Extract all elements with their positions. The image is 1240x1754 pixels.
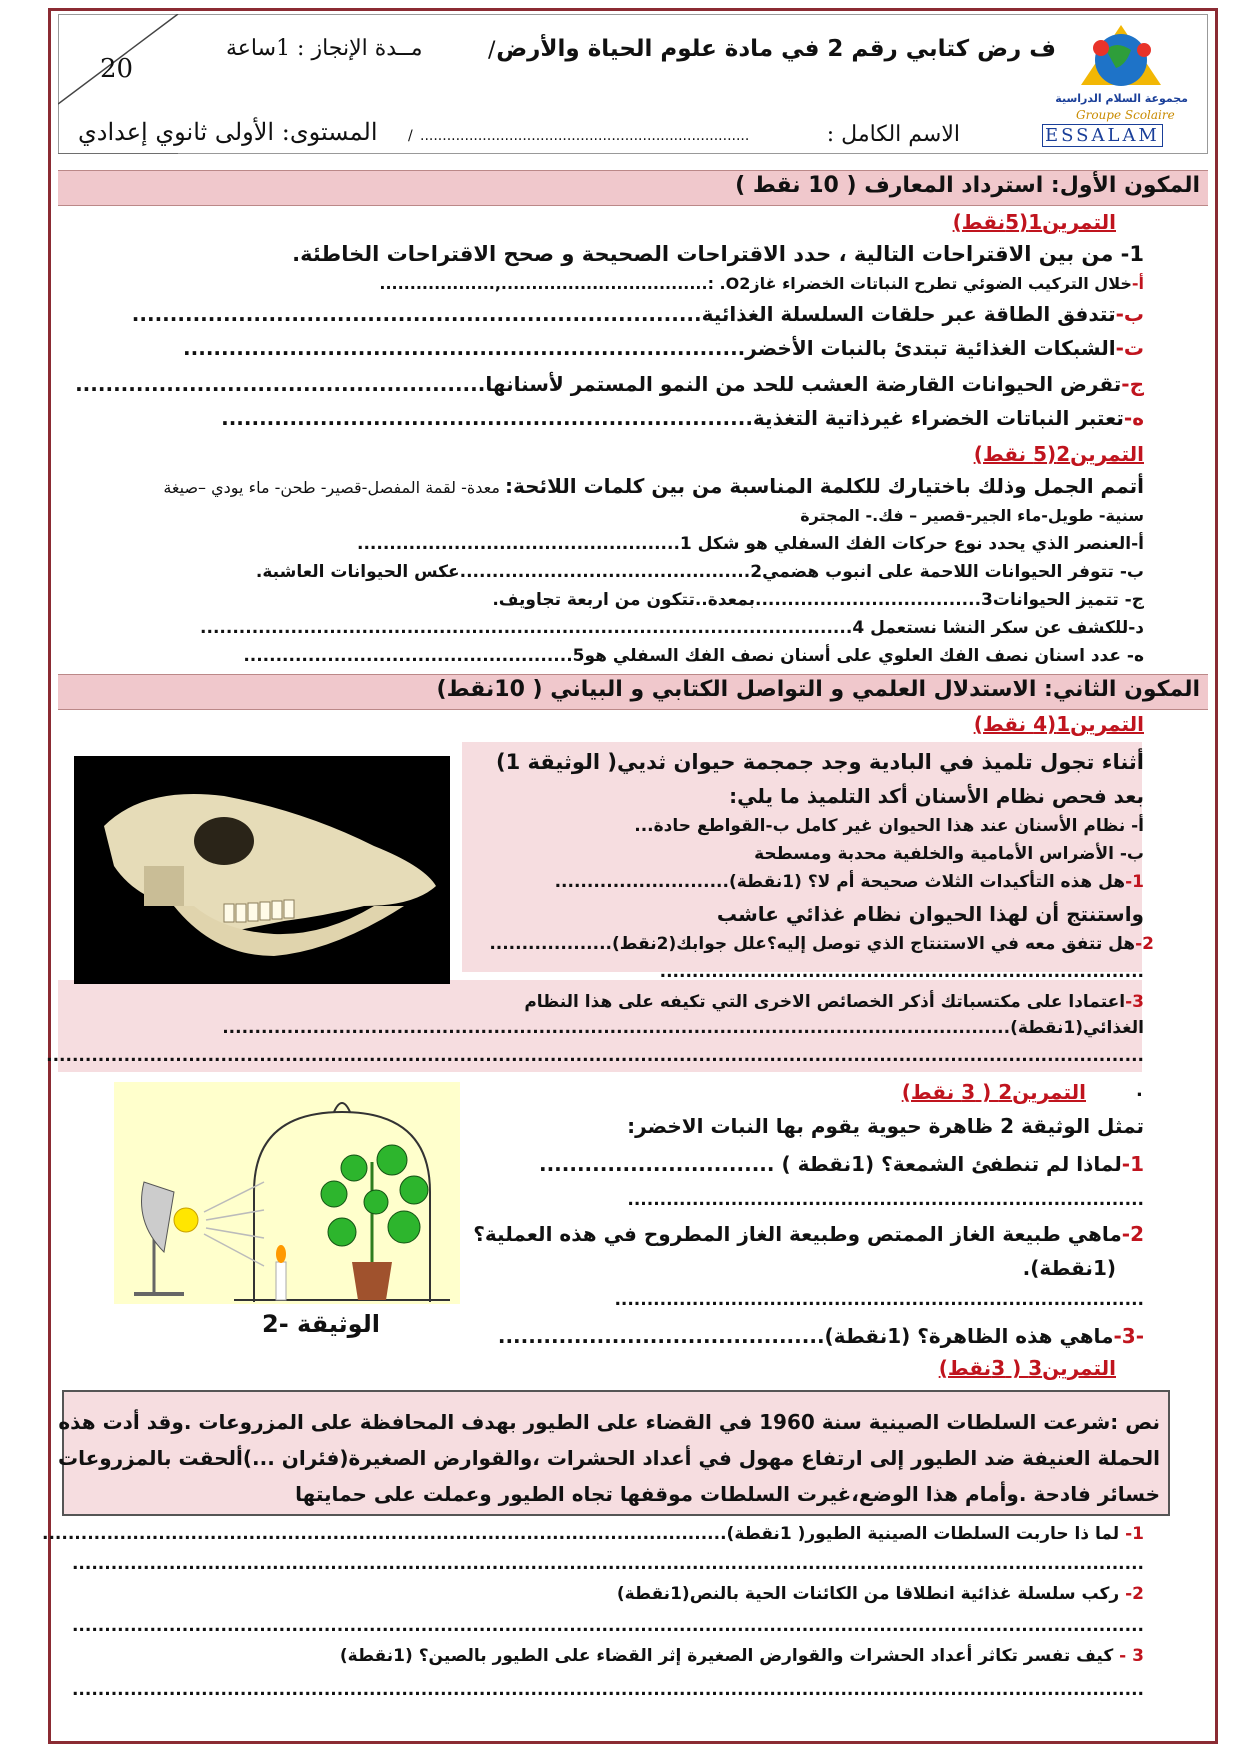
ex3-q1: 1- لما ذا حاربت السلطات الصينية الطيور( 1نقطة).......................................................................................................... [42, 1524, 1144, 1544]
ex2-q1: 1-لماذا لم تنطفئ الشمعة؟ (1نقطة ) ............................... [538, 1152, 1144, 1176]
part2-band [58, 674, 1208, 710]
ex2-words-row2: سنية- طويل-ماء الجير-قصير – فك.- المجترة [800, 506, 1144, 525]
skull-drawing [74, 756, 450, 984]
ex3-text-line3: خسائر فادحة .وأمام هذا الوضع،غيرت السلطات موقفها تجاه الطيور وعملت على حمايتها [295, 1482, 1160, 1506]
full-name-label: الاسم الكامل : [826, 122, 960, 147]
ex1-item-t: ت-الشبكات الغذائية تبتدئ بالنبات الأخضر.......................................................................... [183, 336, 1144, 360]
plant-experiment-drawing [114, 1082, 460, 1304]
logo-groupe: Groupe Scolaire [1076, 108, 1175, 122]
ex2-item-5: ه- عدد اسنان نصف الفك العلوي على أسنان نصف الفك السفلي هو5................................................... [243, 646, 1144, 666]
part1-title: المكون الأول: استرداد المعارف ( 10 نقط ) [735, 173, 1200, 198]
ex2-item-4: د-للكشف عن سكر النشا نستعمل 4..................................................................................................... [200, 618, 1144, 638]
ex1-q3-line2: الغذائي(1نقطة).......................................................................................................................... [222, 1018, 1144, 1038]
ex1-item-j: ج-تقرض الحيوانات القارضة العشب للحد من النمو المستمر لأسنانها...................................................... [75, 372, 1144, 396]
ex1-line4: ب- الأضراس الأمامية والخلفية محدبة ومسطحة [754, 844, 1144, 864]
ex1-item-h: ه-تعتبر النباتات الخضراء غيرذاتية التغذية...................................................................... [221, 406, 1144, 430]
part2-ex3-title: التمرين3 ( 3نقط) [938, 1356, 1116, 1380]
ex1-line5: واستنتج أن لهذا الحيوان نظام غذائي عاشب [716, 902, 1144, 926]
level-slash: / [408, 128, 413, 144]
document2-label: الوثيقة -2 [262, 1310, 380, 1338]
school-logo [1036, 20, 1204, 146]
ex3-q1-dots: ...................................................................................................................................................................... [71, 1554, 1144, 1574]
level-label: المستوى: الأولى ثانوي إعدادي [78, 118, 378, 146]
ex1-q1: 1-هل هذه التأكيدات الثلاث صحيحة أم لا؟ (1نقطة)........................... [554, 872, 1144, 892]
ex2-dot: . [1136, 1080, 1143, 1101]
part1-ex2-title: التمرين2(5 نقط) [973, 442, 1144, 466]
part1-ex1-title: التمرين1(5نقط) [952, 210, 1116, 234]
ex2-question-row: أتمم الجمل وذلك باختيارك للكلمة المناسبة من بين كلمات اللائحة: معدة- لقمة المفصل-قصير- طحن- ماء يودي –صيغة [163, 474, 1144, 498]
ex1-item-b: ب-تتدفق الطاقة عبر حلقات السلسلة الغذائية........................................................................... [131, 302, 1144, 326]
ex2-item-2: ب- تتوفر الحيوانات اللاحمة على انبوب هضمي2.............................................عكس الحيوانات العاشبة. [255, 562, 1144, 582]
full-name-dots: .......................................................................... [420, 128, 750, 144]
ex1-q3: 3-اعتمادا على مكتسباتك أذكر الخصائص الاخرى التي تكيفه على هذا النظام [524, 992, 1144, 1012]
exam-title: ف رض كتابي رقم 2 في مادة علوم الحياة والأرض [496, 36, 1056, 62]
ex1-line1: أثناء تجول تلميذ في البادية وجد جمجمة حيوان ثديي( الوثيقة 1) [496, 750, 1144, 774]
part1-band [58, 170, 1208, 206]
ex1-q2-dots: ........................................................................... [659, 962, 1144, 982]
ex1-q3-dots: .......................................................................................................................................................................... [46, 1046, 1144, 1066]
logo-essalam: ESSALAM [1042, 124, 1163, 147]
document2-image [114, 1082, 460, 1304]
ex2-item-1: أ-العنصر الذي يحدد نوع حركات الفك السفلي هو شكل 1.................................................. [357, 534, 1144, 554]
part2-title: المكون الثاني: الاستدلال العلمي و التواصل الكتابي و البياني ( 10نقط) [436, 677, 1200, 702]
logo-globe-icon [1066, 20, 1176, 90]
exam-duration: مــدة الإنجاز : 1ساعة [226, 36, 423, 61]
ex1-line2: بعد فحص نظام الأسنان أكد التلميذ ما يلي: [729, 784, 1144, 808]
ex3-q3: 3 - كيف تفسر تكاثر أعداد الحشرات والقوارض الصغيرة إثر القضاء على الطيور بالصين؟ (1نقطة) [339, 1646, 1144, 1666]
ex2-item-3: ج- تتميز الحيوانات3...................................بمعدة..تتكون من اربعة تجاويف. [492, 590, 1144, 610]
skull-image [74, 756, 450, 984]
page-number: 20 [100, 54, 134, 84]
ex3-q2: 2- ركب سلسلة غذائية انطلاقا من الكائنات الحية بالنص(1نقطة) [616, 1584, 1144, 1604]
ex3-q2-dots: ...................................................................................................................................................................... [71, 1616, 1144, 1636]
part2-ex1-title: التمرين1(4 نقط) [973, 712, 1144, 736]
ex3-q3-dots: ...................................................................................................................................................................... [71, 1680, 1144, 1700]
header-slash: / [488, 38, 496, 63]
part1-ex1-question: 1- من بين الاقتراحات التالية ، حدد الاقتراحات الصحيحة و صحح الاقتراحات الخاطئة. [292, 242, 1144, 266]
ex2-q3: -3-ماهي هذه الظاهرة؟ (1نقطة)........................................... [497, 1324, 1144, 1348]
ex2-q2-line2: (1نقطة). [1022, 1256, 1116, 1280]
ex2-line1: تمثل الوثيقة 2 ظاهرة حيوية يقوم بها النبات الاخضر: [627, 1114, 1144, 1138]
ex2-q2-dots: .................................................................................. [614, 1290, 1144, 1310]
ex1-line3: أ- نظام الأسنان عند هذا الحيوان غير كامل ب-القواطع حادة... [634, 816, 1144, 836]
logo-arabic: مجموعة السلام الدراسية [1055, 92, 1188, 105]
ex2-q1-dots: ................................................................................ [627, 1190, 1144, 1210]
ex2-q2: 2-ماهي طبيعة الغاز الممتص وطبيعة الغاز المطروح في هذه العملية؟ [473, 1222, 1144, 1246]
ex1-item-a: أ-خلال التركيب الضوئي تطرح النباتات الخضراء غازO2. :..................................,................... [379, 274, 1144, 293]
part2-ex2-title: التمرين2 ( 3 نقط) [901, 1080, 1086, 1104]
ex3-text-line2: الحملة العنيفة ضد الطيور إلى ارتفاع مهول في أعداد الحشرات ،والقوارض الصغيرة(فئران ...)ألحقت بالمزروعات [57, 1446, 1160, 1470]
ex3-text-line1: نص :شرعت السلطات الصينية سنة 1960 في القضاء على الطيور بهدف المحافظة على المزروعات .وقد أدت هذه [58, 1410, 1160, 1434]
ex1-q2: 2-هل تتفق معه في الاستنتاج الذي توصل إليه؟علل جوابك(2نقط)................... [489, 934, 1154, 954]
